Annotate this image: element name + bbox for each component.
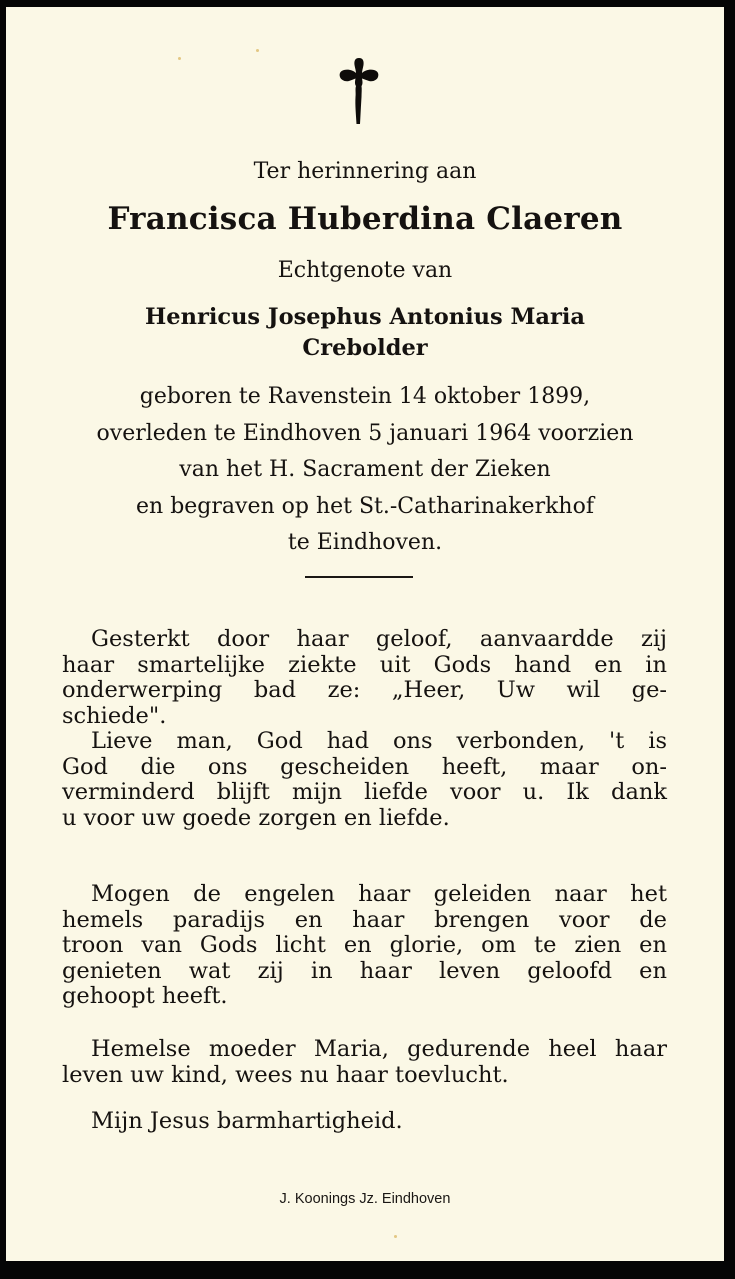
paragraph-line: hemels paradijs en haar brengen voor de: [62, 906, 667, 933]
paragraph-line: Gesterkt door haar geloof, aanvaardde zij: [91, 626, 667, 652]
deceased-name: Francisca Huberdina Claeren: [107, 201, 623, 237]
paragraph-line: Mijn Jesus barmhartigheid.: [91, 1108, 403, 1134]
paragraph-line: Mogen de engelen haar geleiden naar het: [91, 881, 667, 907]
spouse-name-line: Crebolder: [302, 335, 428, 361]
life-details: [6, 379, 724, 562]
burial-line: en begraven op het St.-Catharinakerkhof: [136, 493, 594, 519]
cross-icon: [339, 57, 379, 125]
spouse-name: [6, 302, 724, 364]
paragraph-prayer: [62, 1109, 667, 1135]
paragraph-line: God die ons gescheiden heeft, maar on-: [62, 753, 667, 780]
memorial-card: [6, 7, 724, 1261]
paragraph-line: schiede".: [62, 702, 167, 729]
spouse-name-line: Henricus Josephus Antonius Maria: [145, 304, 585, 330]
paragraph-line: troon van Gods licht en glorie, om te zien en: [62, 932, 667, 958]
sacrament-line: van het H. Sacrament der Zieken: [179, 457, 551, 482]
spouse-label: Echtgenote van: [277, 258, 453, 283]
paragraph-line: haar smartelijke ziekte uit Gods hand en in: [62, 651, 667, 678]
paper-speck: [178, 57, 181, 60]
paragraph-line: u voor uw goede zorgen en liefde.: [62, 804, 450, 831]
intro-text: Ter herinnering aan: [253, 159, 477, 184]
death-line: overleden te Eindhoven 5 januari 1964 voorzien: [96, 420, 634, 446]
divider: [305, 576, 413, 578]
paragraph-faith: [62, 627, 667, 729]
paragraph-line: gehoopt heeft.: [62, 983, 228, 1009]
paragraph-line: leven uw kind, wees nu haar toevlucht.: [62, 1061, 509, 1088]
paragraph-husband: [62, 729, 667, 831]
paragraph-line: Hemelse moeder Maria, gedurende heel haar: [91, 1036, 667, 1062]
burial-place-line: te Eindhoven.: [287, 530, 443, 555]
printer-credit: J. Koonings Jz. Eindhoven: [279, 1191, 451, 1207]
paragraph-maria: [62, 1037, 667, 1088]
paragraph-line: verminderd blijft mijn liefde voor u. Ik dank: [62, 779, 667, 805]
birth-line: geboren te Ravenstein 14 oktober 1899,: [139, 384, 591, 409]
paper-speck: [256, 49, 259, 52]
paragraph-line: genieten wat zij in haar leven geloofd en: [62, 957, 667, 984]
paper-speck: [394, 1235, 397, 1238]
paragraph-line: Lieve man, God had ons verbonden, 't is: [91, 728, 667, 754]
paragraph-line: onderwerping bad ze: „Heer, Uw wil ge-: [62, 677, 667, 703]
paragraph-angels: [62, 882, 667, 1010]
